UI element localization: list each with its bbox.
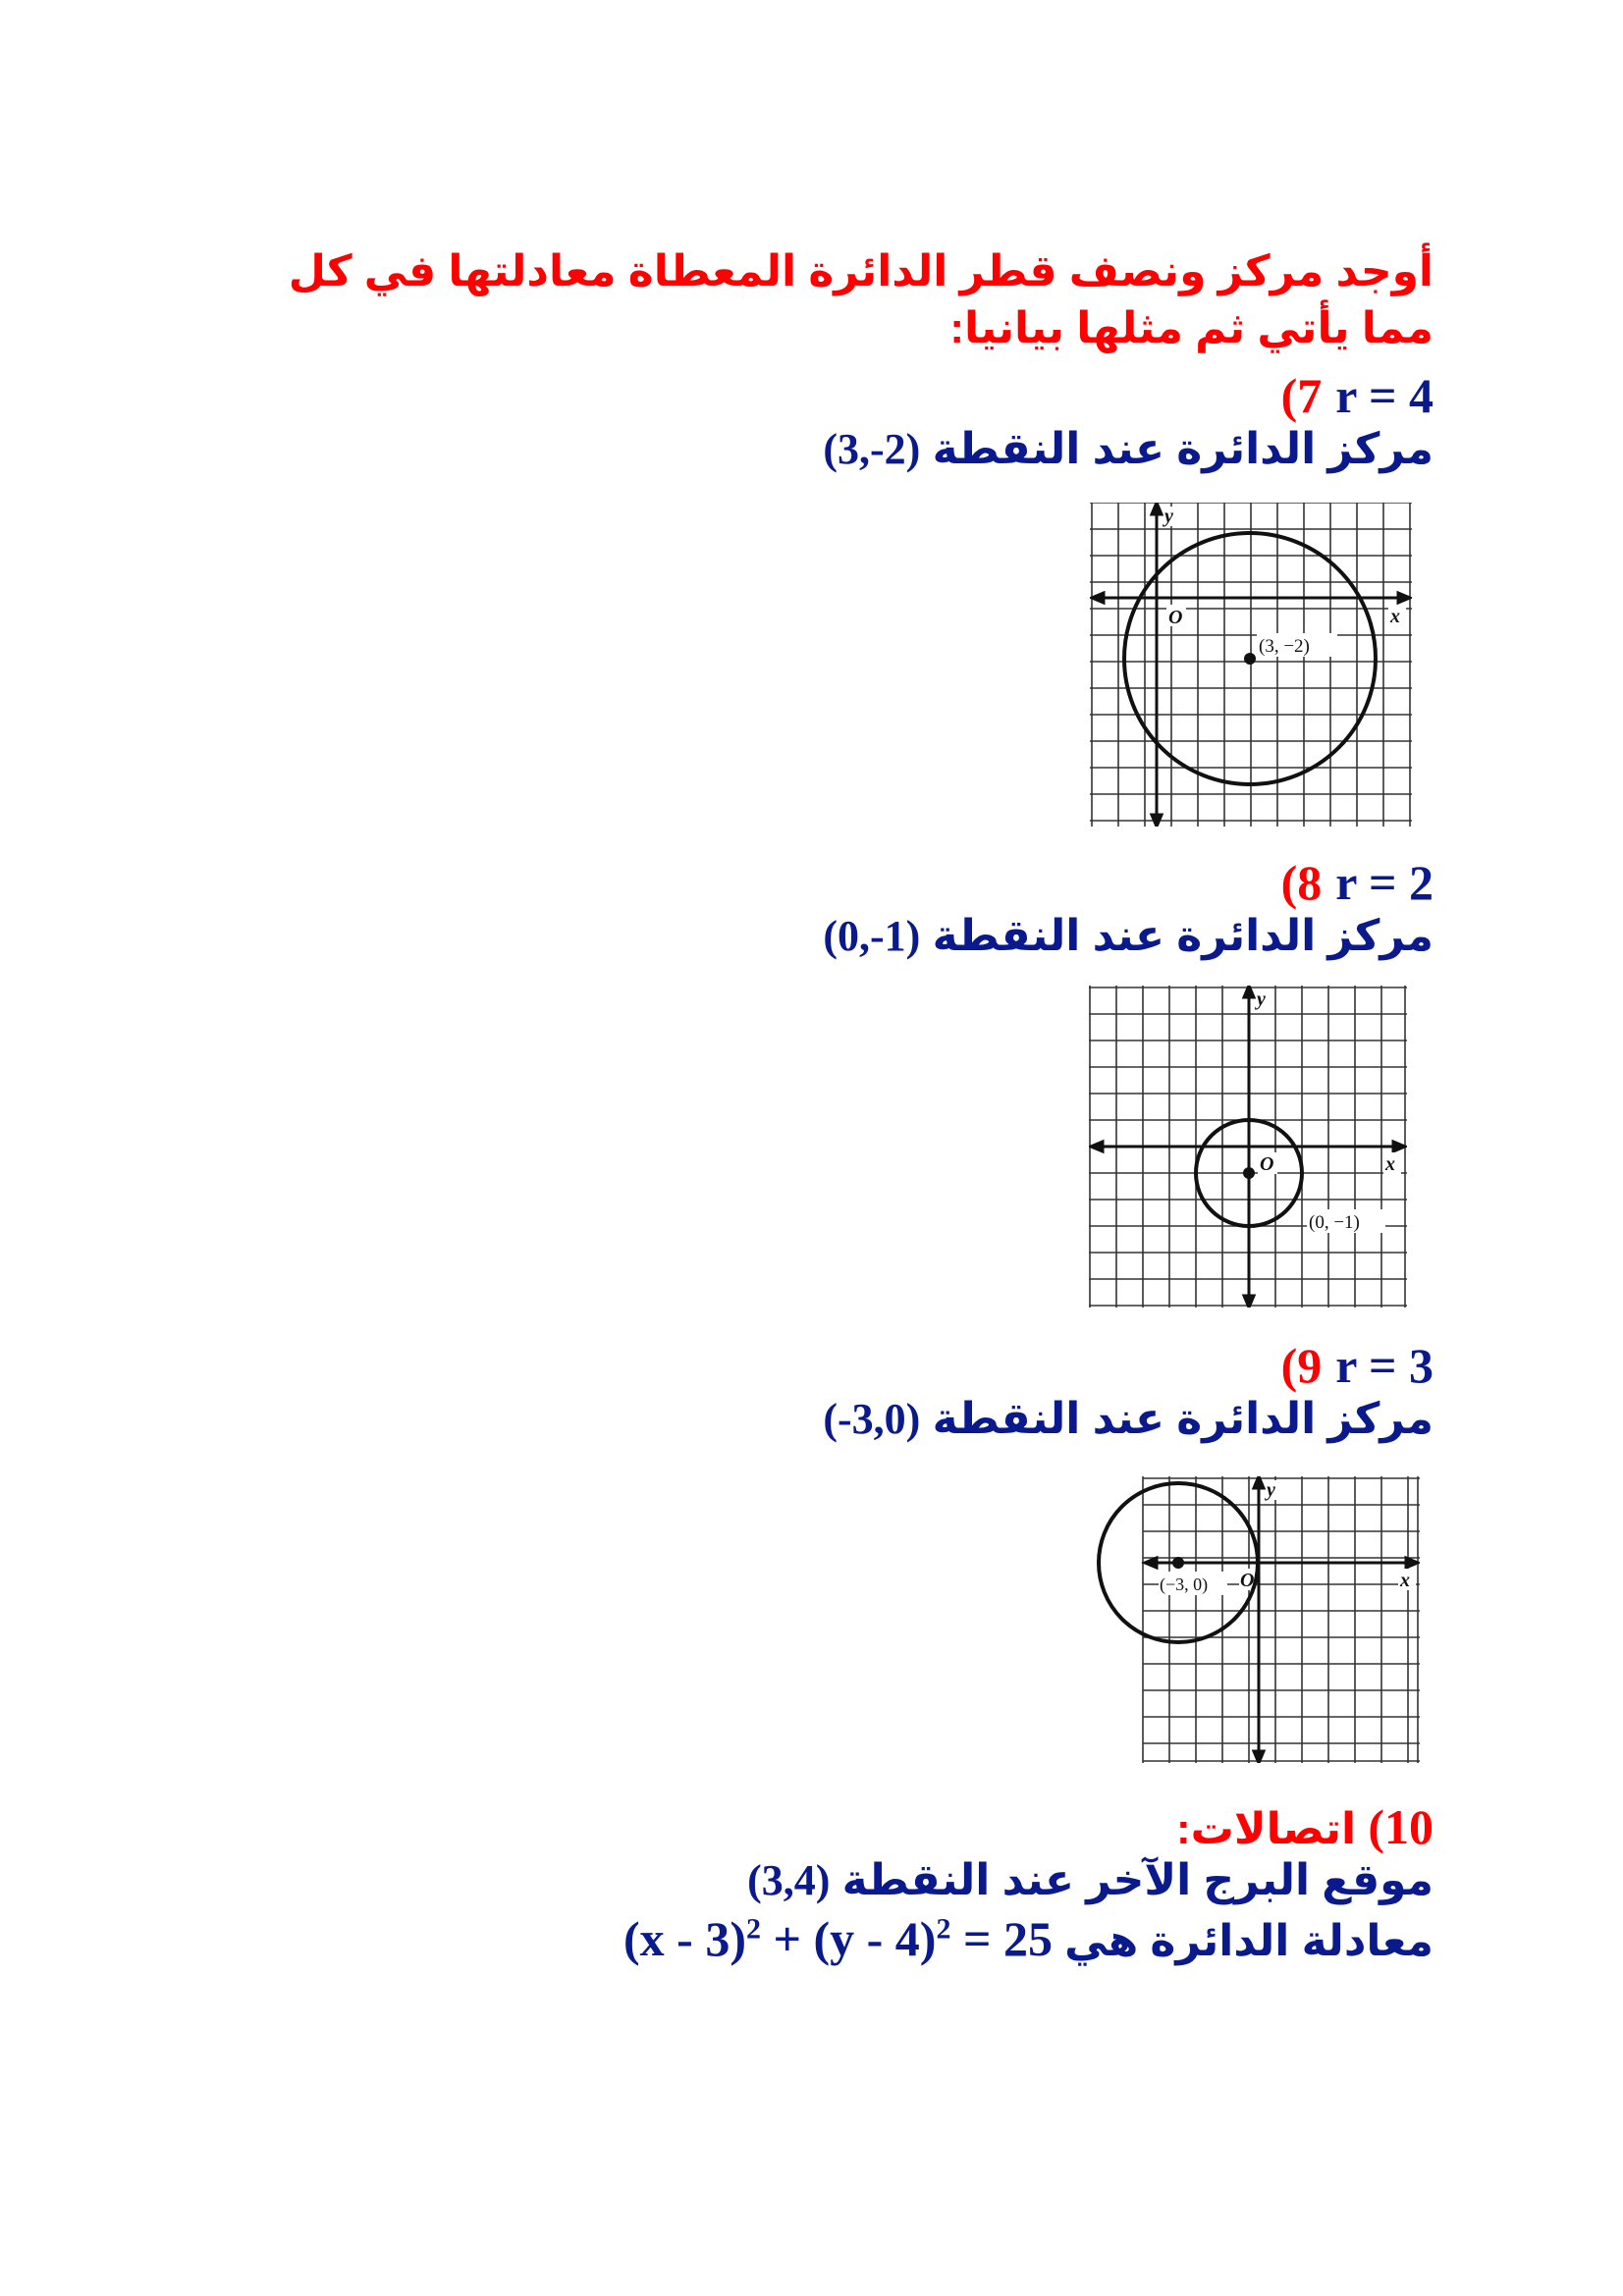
q10-equation-lhs-b: (y - 4) xyxy=(813,1911,937,1966)
q7-graph xyxy=(1090,503,1412,827)
q8-x-label: x xyxy=(1385,1153,1395,1175)
q8-graph xyxy=(1089,986,1407,1308)
q7-heading xyxy=(1281,367,1434,424)
q9-y-label: y xyxy=(1267,1479,1275,1501)
q10-tower-value: (3,4) xyxy=(747,1856,831,1904)
q9-graph xyxy=(1088,1476,1420,1763)
q8-point-label: (0, −1) xyxy=(1309,1212,1360,1233)
q9-center-value: (-3,0) xyxy=(823,1395,921,1443)
q7-number: (7 xyxy=(1280,368,1323,423)
q10-equation-value: 25 xyxy=(1002,1911,1053,1966)
q7-origin-label: O xyxy=(1168,607,1183,628)
q9-origin-label: O xyxy=(1240,1570,1255,1591)
q9-center-line xyxy=(823,1394,1434,1444)
q9-x-label: x xyxy=(1400,1570,1410,1591)
q8-radius: r = 2 xyxy=(1335,855,1434,910)
q9-graph-svg xyxy=(1088,1476,1420,1763)
q8-center-text: مركز الدائرة عند النقطة xyxy=(932,912,1434,960)
q9-radius: r = 3 xyxy=(1335,1338,1434,1393)
q8-heading xyxy=(1281,854,1434,911)
q8-number: (8 xyxy=(1280,855,1323,910)
q9-center-text: مركز الدائرة عند النقطة xyxy=(932,1395,1434,1443)
q7-center-line xyxy=(823,424,1434,474)
q10-equation-line xyxy=(623,1910,1434,1967)
q9-center-point xyxy=(1172,1557,1184,1569)
q10-heading xyxy=(1176,1798,1434,1855)
q8-origin-label: O xyxy=(1260,1153,1274,1175)
q9-heading xyxy=(1281,1337,1434,1394)
q8-center-value: (0,-1) xyxy=(823,912,921,960)
q10-equation-lhs-a: (x - 3) xyxy=(623,1911,746,1966)
q7-x-label: x xyxy=(1390,606,1400,627)
q8-graph-svg xyxy=(1089,986,1407,1308)
intro-instruction: أوجد مركز ونصف قطر الدائرة المعطاة معادلتها في كل مما يأتي ثم مثلها بيانيا: xyxy=(288,247,1434,352)
q9-point-label: (−3, 0) xyxy=(1160,1575,1209,1594)
q8-center-line xyxy=(823,911,1434,961)
q8-center-point xyxy=(1243,1167,1255,1179)
q10-equation: (x - 3)$^2$ + (y - 4)$^2$ = 25 xyxy=(623,1911,1053,1966)
q7-center-point xyxy=(1244,653,1256,665)
q7-graph-svg xyxy=(1090,503,1412,827)
q10-exponent-b: 2 xyxy=(936,1912,951,1946)
q9-number: (9 xyxy=(1280,1338,1323,1393)
q10-title: اتصالات: xyxy=(1175,1805,1357,1853)
q8-y-label: y xyxy=(1257,988,1266,1010)
q10-tower-text: موقع البرج الآخر عند النقطة xyxy=(841,1856,1434,1904)
q10-exponent-a: 2 xyxy=(745,1912,761,1946)
q10-tower-line xyxy=(747,1855,1434,1905)
q7-radius: r = 4 xyxy=(1335,368,1434,423)
q10-equation-text: معادلة الدائرة هي xyxy=(1064,1917,1434,1965)
q7-point-label: (3, −2) xyxy=(1259,636,1310,657)
q7-center-value: (3,-2) xyxy=(823,425,921,473)
q10-number: 10) xyxy=(1368,1799,1434,1854)
q7-center-text: مركز الدائرة عند النقطة xyxy=(932,425,1434,473)
q7-y-label: y xyxy=(1164,506,1173,527)
